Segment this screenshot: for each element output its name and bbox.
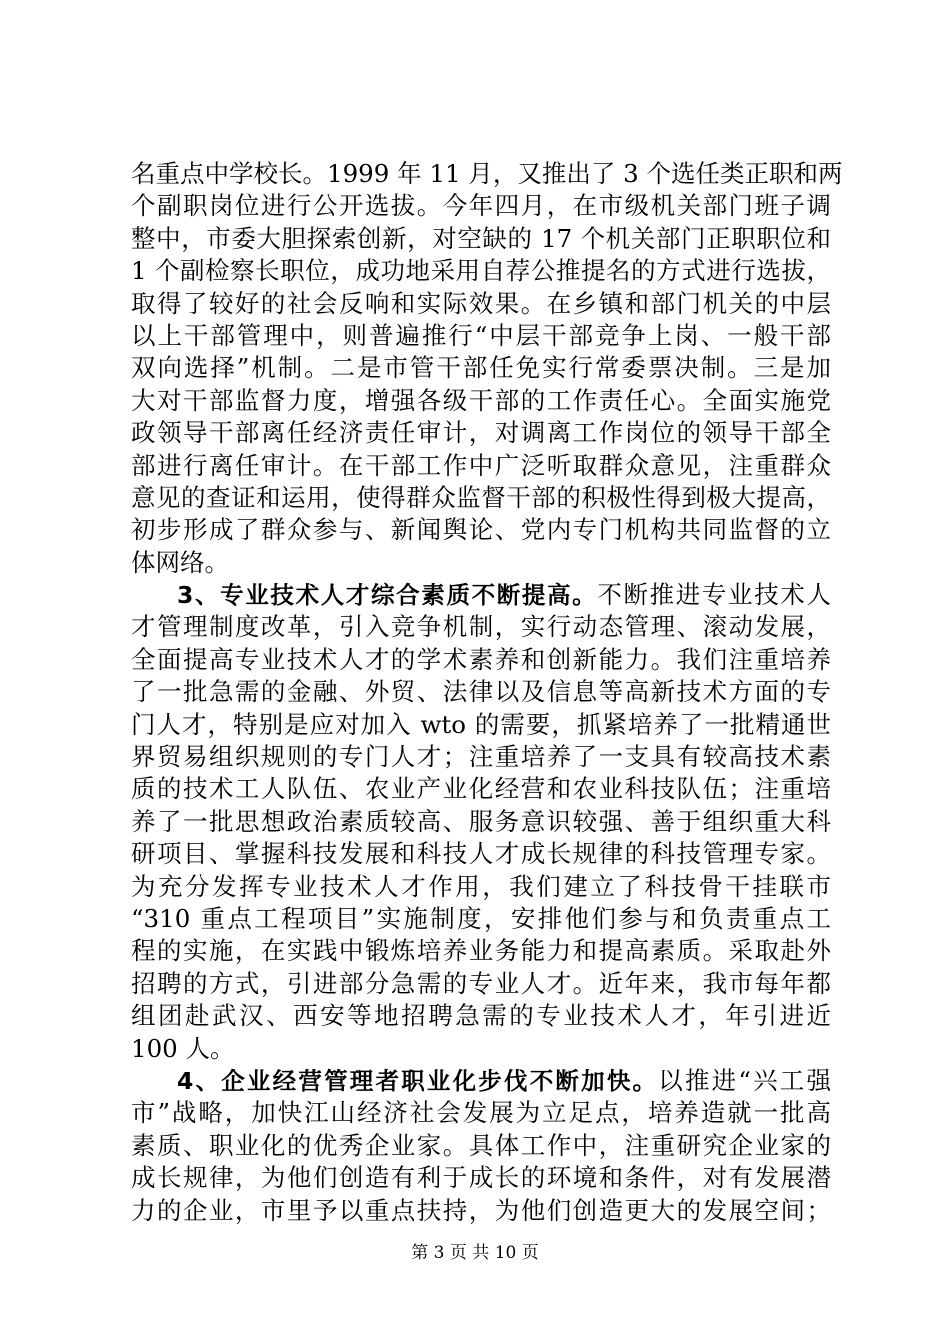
paragraph-line: 才管理制度改革，引入竞争机制，实行动态管理、滚动发展，: [131, 612, 831, 642]
paragraph-line: 整中，市委大胆探索创新，对空缺的 17 个机关部门正职职位和: [131, 223, 831, 253]
paragraph-line: 政领导干部离任经济责任审计，对调离工作岗位的领导干部全: [131, 418, 831, 448]
paragraph-line: 成长规律，为他们创造有利于成长的环境和条件，对有发展潜: [131, 1163, 831, 1193]
paragraph-first-line: [131, 579, 831, 611]
section-heading: 4、企业经营管理者职业化步伐不断加快。: [177, 1066, 659, 1095]
paragraph-line: 取得了较好的社会反响和实际效果。在乡镇和部门机关的中层: [131, 288, 831, 318]
paragraph-line: 素质、职业化的优秀企业家。具体工作中，注重研究企业家的: [131, 1130, 831, 1160]
paragraph-line: 招聘的方式，引进部分急需的专业人才。近年来，我市每年都: [131, 968, 831, 998]
paragraph-line: 个副职岗位进行公开选拔。今年四月，在市级机关部门班子调: [131, 191, 831, 221]
paragraph-line: 1 个副检察长职位，成功地采用自荐公推提名的方式进行选拔，: [131, 256, 831, 286]
paragraph-line: 质的技术工人队伍、农业产业化经营和农业科技队伍；注重培: [131, 774, 831, 804]
paragraph-text: 以推进“兴工强: [658, 1065, 831, 1095]
paragraph-line: 养了一批思想政治素质较高、服务意识较强、善于组织重大科: [131, 806, 831, 836]
paragraph-line: 为充分发挥专业技术人才作用，我们建立了科技骨干挂联市: [131, 871, 831, 901]
paragraph-line: “310 重点工程项目”实施制度，安排他们参与和负责重点工: [131, 903, 831, 933]
paragraph-line: 初步形成了群众参与、新闻舆论、党内专门机构共同监督的立: [131, 515, 831, 545]
page-number: 第 3 页 共 10 页: [411, 1243, 539, 1263]
paragraph-line: 以上干部管理中，则普遍推行“中层干部竞争上岗、一般干部: [131, 320, 831, 350]
section-heading: 3、专业技术人才综合素质不断提高。: [177, 581, 598, 610]
paragraph-line: 体网络。: [131, 547, 229, 577]
paragraph-line: 了一批急需的金融、外贸、法律以及信息等高新技术方面的专: [131, 677, 831, 707]
document-body: [131, 158, 843, 1227]
paragraph-line: 市”战略，加快江山经济社会发展为立足点，培养造就一批高: [131, 1098, 831, 1128]
paragraph-line: 组团赴武汉、西安等地招聘急需的专业技术人才，年引进近: [131, 1001, 831, 1031]
paragraph-first-line: [131, 1065, 831, 1097]
paragraph-line: 大对干部监督力度，增强各级干部的工作责任心。全面实施党: [131, 385, 831, 415]
paragraph-line: 名重点中学校长。1999 年 11 月，又推出了 3 个选任类正职和两: [131, 159, 843, 188]
paragraph-line: 意见的查证和运用，使得群众监督干部的积极性得到极大提高，: [131, 482, 831, 512]
paragraph-line: 部进行离任审计。在干部工作中广泛听取群众意见，注重群众: [131, 450, 831, 480]
paragraph-line: 双向选择”机制。二是市管干部任免实行常委票决制。三是加: [131, 353, 831, 383]
paragraph-line: 程的实施，在实践中锻炼培养业务能力和提高素质。采取赴外: [131, 936, 831, 966]
page-footer: [0, 1242, 950, 1264]
paragraph-line: 力的企业，市里予以重点扶持，为他们创造更大的发展空间；: [131, 1195, 831, 1225]
paragraph-line: 门人才，特别是应对加入 wto 的需要，抓紧培养了一批精通世: [131, 709, 831, 739]
paragraph-line: 界贸易组织规则的专门人才；注重培养了一支具有较高技术素: [131, 742, 831, 772]
paragraph-text: 不断推进专业技术人: [597, 580, 831, 610]
paragraph-line: 研项目、掌握科技发展和科技人才成长规律的科技管理专家。: [131, 839, 831, 869]
paragraph-line: 全面提高专业技术人才的学术素养和创新能力。我们注重培养: [131, 644, 831, 674]
paragraph-line: 100 人。: [131, 1033, 235, 1063]
